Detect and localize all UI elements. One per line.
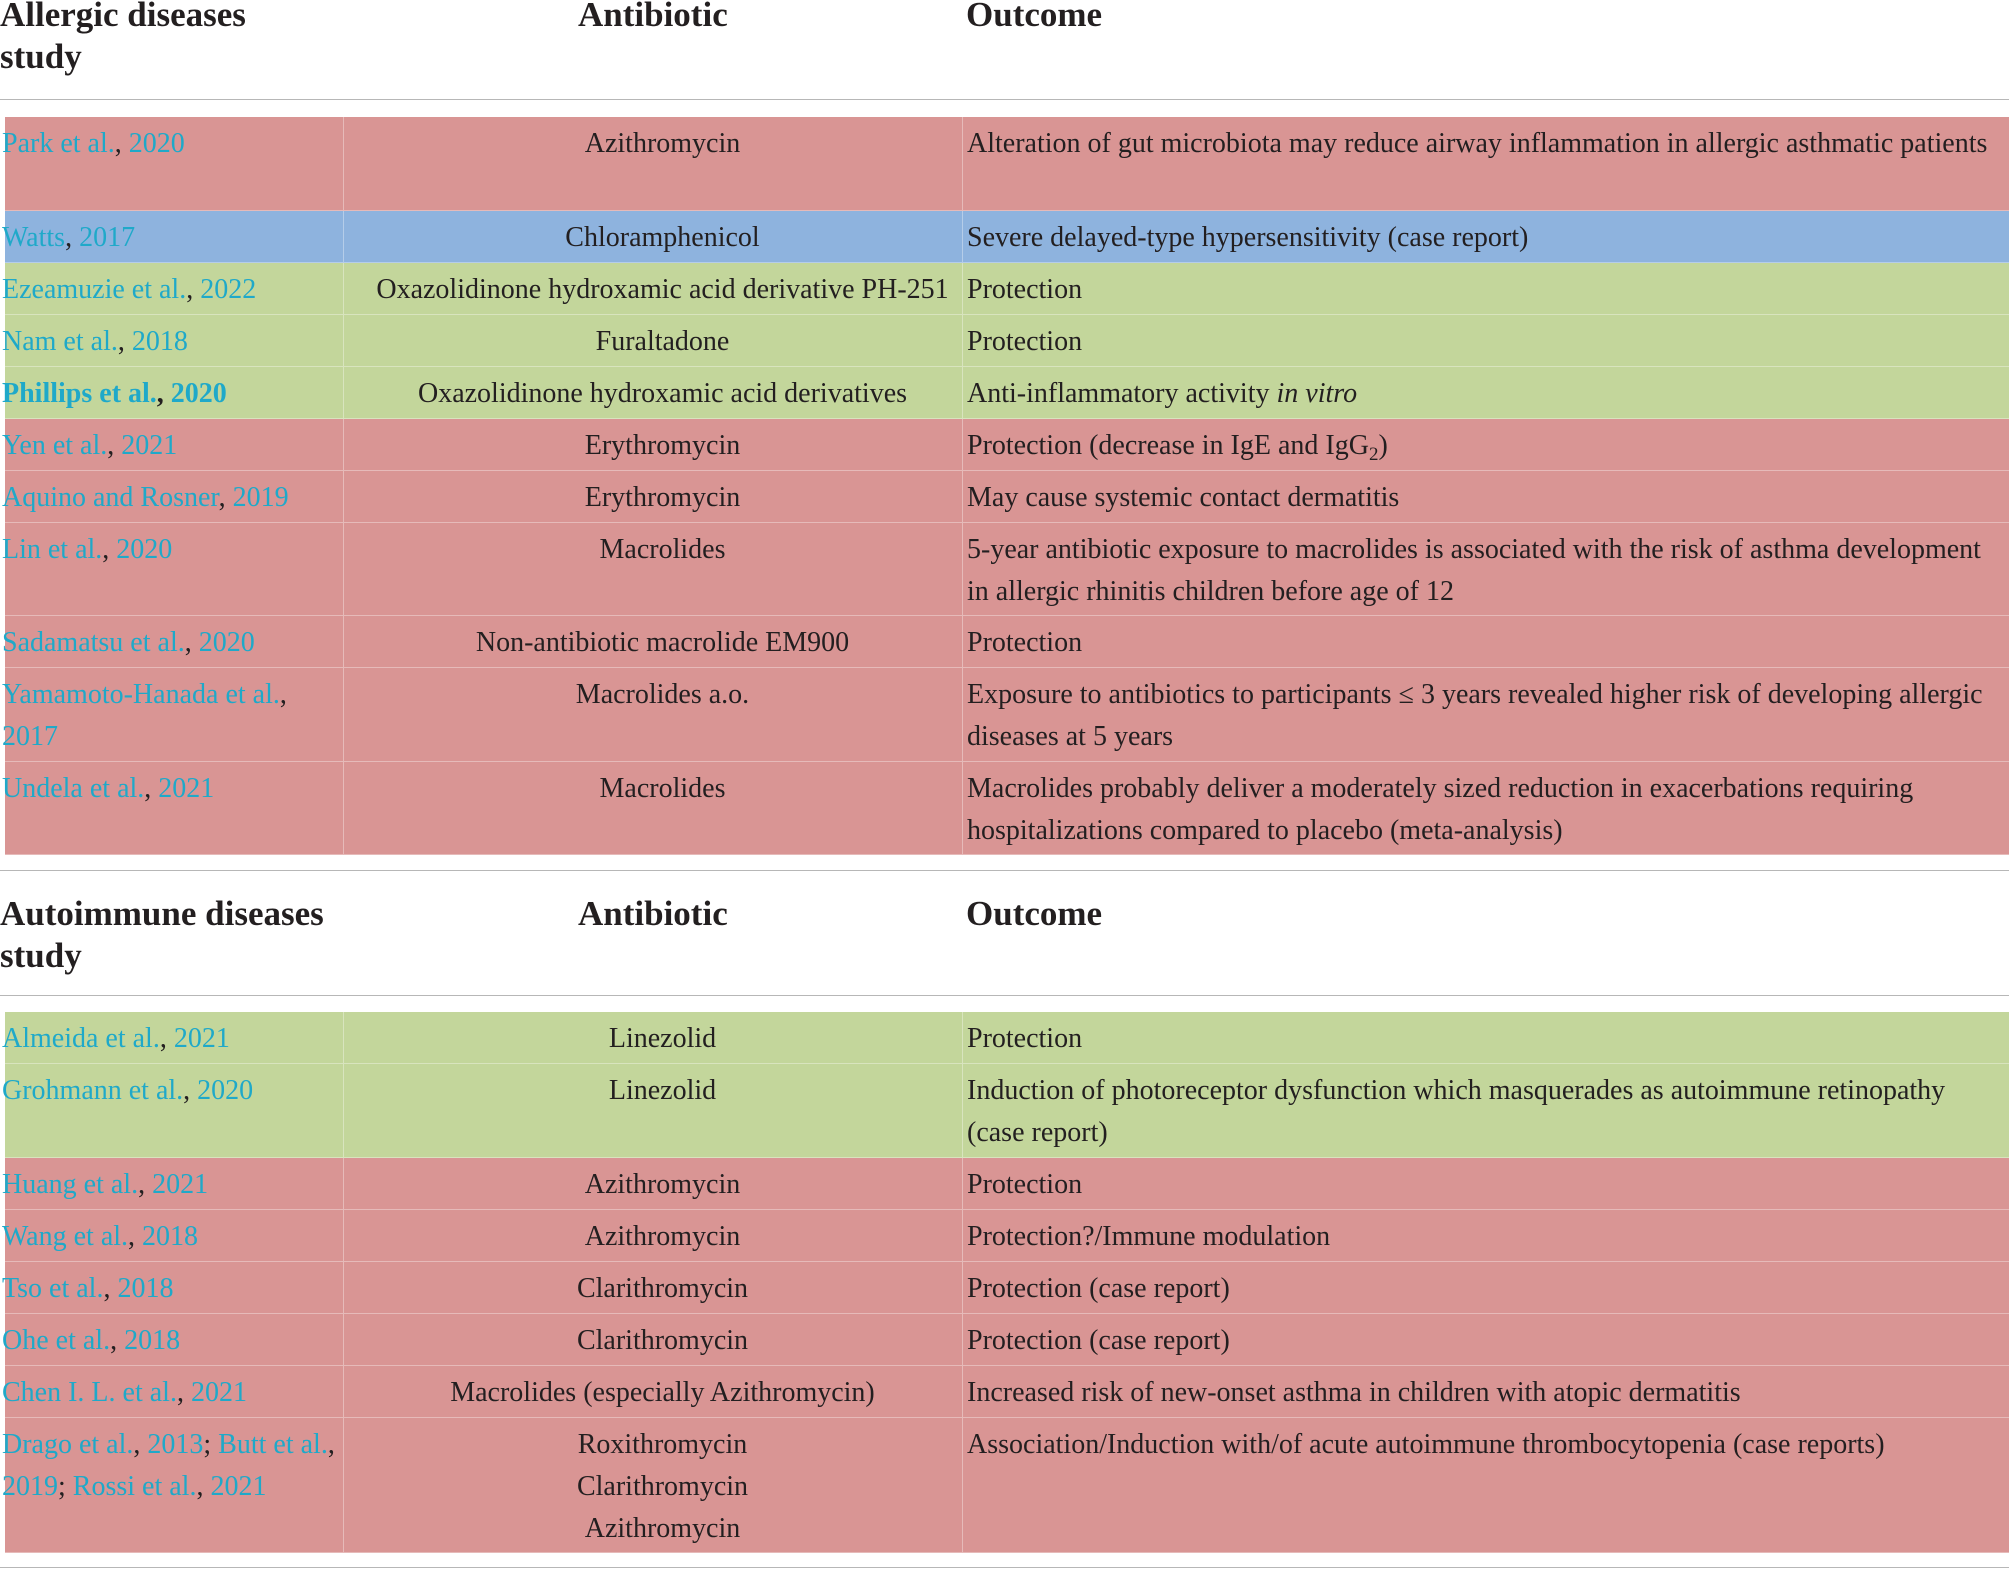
separator: , (128, 1220, 143, 1252)
outcome-text: May cause systemic contact dermatitis (967, 481, 1400, 513)
reference-author-link[interactable]: Watts (2, 221, 66, 253)
antibiotic-cell (345, 1064, 980, 1112)
outcome-cell (967, 668, 2007, 758)
column-divider (343, 616, 344, 667)
antibiotic-name: Macrolides (599, 533, 726, 565)
reference-author-link[interactable]: Aquino and Rosner (2, 481, 219, 513)
table-row (2, 762, 2009, 856)
table-row (2, 419, 2009, 471)
outcome-text: Protection (decrease in IgE and IgG (967, 429, 1369, 461)
column-divider (343, 117, 344, 210)
outcome-text: Protection (967, 627, 1083, 658)
allergic-bottom-rule (0, 870, 2009, 871)
antibiotic-cell (345, 1012, 980, 1060)
antibiotic-name: Azithromycin (584, 1512, 741, 1544)
study-cell (2, 762, 342, 810)
study-cell (2, 117, 342, 165)
outcome-cell (967, 211, 2007, 259)
reference-author-link[interactable]: Nam et al. (2, 325, 118, 357)
column-divider (343, 762, 344, 855)
outcome-tail: ) (1378, 429, 1388, 461)
separator: , (110, 1324, 125, 1356)
reference-author-link[interactable]: Ohe et al. (2, 1324, 111, 1356)
antibiotic-name: Linezolid (608, 1075, 717, 1106)
reference-author-link[interactable]: Yamamoto-Hanada et al. (2, 679, 280, 710)
antibiotic-cell (345, 762, 980, 810)
reference-year-link[interactable]: 2021 (210, 1470, 267, 1502)
separator: , (186, 273, 201, 305)
separator: , (102, 533, 117, 565)
antibiotic-cell (345, 1262, 980, 1310)
reference-author-link[interactable]: Tso et al. (2, 1272, 104, 1304)
outcome-cell (967, 117, 2007, 165)
separator: , (159, 1023, 174, 1054)
table-row (2, 1158, 2009, 1210)
outcome-text: Induction of photoreceptor dysfunction which masquerades as autoimmune retinopathy (case report) (967, 1075, 1946, 1148)
study-cell (2, 471, 342, 519)
study-cell (2, 1012, 342, 1060)
study-cell (2, 1314, 342, 1362)
allergic-header (0, 0, 2009, 80)
antibiotic-cell (345, 523, 980, 571)
reference-author-link[interactable]: Rossi et al. (72, 1470, 197, 1502)
outcome-cell (967, 1210, 2007, 1258)
allergic-table-body (2, 117, 2009, 855)
outcome-cell (967, 1418, 2007, 1466)
antibiotic-cell (345, 668, 980, 716)
separator: , (196, 1470, 211, 1502)
reference-author-link[interactable]: Chen I. L. et al. (2, 1376, 177, 1408)
reference-author-link[interactable]: Huang et al. (2, 1168, 139, 1200)
separator: , (156, 377, 171, 409)
reference-author-link[interactable]: Ezeamuzie et al. (2, 273, 187, 305)
reference-year-link[interactable]: 2019 (2, 1470, 58, 1502)
column-divider (343, 1064, 344, 1157)
reference-year-link[interactable]: 2021 (152, 1168, 209, 1200)
reference-year-link[interactable]: 2017 (2, 721, 58, 752)
antibiotic-cell (345, 1210, 980, 1258)
reference-year-link[interactable]: 2018 (124, 1324, 181, 1356)
table-row (2, 1314, 2009, 1366)
table-row (2, 1210, 2009, 1262)
antibiotic-name: Oxazolidinone hydroxamic acid derivatives (417, 377, 908, 409)
reference-year-link[interactable]: 2022 (200, 273, 257, 305)
table-row (2, 471, 2009, 523)
outcome-text: Protection (967, 273, 1083, 305)
outcome-cell (967, 1262, 2007, 1310)
separator: , (183, 1075, 198, 1106)
column-divider (343, 1314, 344, 1365)
allergic-study-heading: Allergic diseases study (0, 0, 246, 76)
study-cell (2, 367, 342, 415)
antibiotic-name: Erythromycin (584, 429, 741, 461)
reference-author-link[interactable]: Yen et al. (2, 429, 108, 461)
reference-year-link[interactable]: 2021 (121, 429, 178, 461)
antibiotic-cell (345, 1314, 980, 1362)
study-cell (2, 1064, 342, 1112)
column-divider (343, 471, 344, 522)
separator: , (103, 1272, 118, 1304)
column-divider (343, 211, 344, 262)
antibiotic-cell (345, 1418, 980, 1550)
column-divider (343, 1210, 344, 1261)
antibiotic-cell (345, 471, 980, 519)
antibiotic-name: Azithromycin (584, 1220, 741, 1252)
outcome-text: Exposure to antibiotics to participants ≤ 3 years revealed higher risk of developing allergic diseases at 5 years (967, 679, 1983, 752)
table-row (2, 315, 2009, 367)
column-divider (343, 315, 344, 366)
column-divider (343, 1418, 344, 1552)
separator: , (114, 128, 129, 159)
outcome-cell (967, 1158, 2007, 1206)
outcome-text: Association/Induction with/of acute autoimmune thrombocytopenia (case reports) (967, 1428, 1885, 1460)
outcome-cell (967, 471, 2007, 519)
table-row (2, 263, 2009, 315)
table-row (2, 1064, 2009, 1158)
reference-year-link[interactable]: 2020 (197, 1075, 254, 1106)
antibiotic-cell (345, 1366, 980, 1414)
antibiotic-cell (345, 1158, 980, 1206)
reference-year-link[interactable]: 2021 (173, 1023, 230, 1054)
outcome-text: Protection (967, 325, 1083, 357)
outcome-text: Alteration of gut microbiota may reduce airway inflammation in allergic asthmatic patients (967, 128, 1988, 159)
outcome-cell (967, 1366, 2007, 1414)
separator: , (327, 1428, 335, 1460)
antibiotic-name: Linezolid (608, 1023, 717, 1054)
allergic-outcome-heading: Outcome (966, 0, 1103, 34)
study-cell (2, 419, 342, 467)
reference-year-link[interactable]: 2018 (142, 1220, 199, 1252)
outcome-cell (967, 1314, 2007, 1362)
autoimmune-header (0, 893, 2009, 973)
study-cell (2, 315, 342, 363)
column-divider (343, 1262, 344, 1313)
study-cell (2, 1158, 342, 1206)
antibiotic-name: Azithromycin (584, 1168, 741, 1200)
autoimmune-header-rule (0, 995, 2009, 996)
antibiotic-name: Non-antibiotic macrolide EM900 (475, 627, 850, 658)
reference-year-link[interactable]: 2020 (198, 627, 255, 658)
study-cell (2, 1210, 342, 1258)
outcome-text: Protection (967, 1023, 1083, 1054)
study-cell (2, 263, 342, 311)
separator: , (65, 221, 80, 253)
autoimmune-study-heading: Autoimmune diseases study (0, 894, 324, 975)
outcome-text: Macrolides probably deliver a moderately sized reduction in exacerbations requiring hospitalizations compared to placebo (meta-analysis) (967, 772, 1914, 846)
reference-year-link[interactable]: 2017 (79, 221, 136, 253)
column-divider (343, 1012, 344, 1063)
outcome-cell (967, 263, 2007, 311)
table-row (2, 367, 2009, 419)
autoimmune-table-body (2, 1012, 2009, 1553)
antibiotic-cell (345, 616, 980, 664)
outcome-text: Anti-inflammatory activity (967, 377, 1277, 409)
study-cell (2, 1262, 342, 1310)
outcome-text: Increased risk of new-onset asthma in children with atopic dermatitis (967, 1376, 1741, 1408)
reference-author-link[interactable]: Phillips et al. (2, 377, 157, 409)
reference-author-link[interactable]: Butt et al. (218, 1428, 328, 1460)
outcome-cell (967, 523, 2007, 613)
table-row (2, 117, 2009, 211)
reference-year-link[interactable]: 2018 (117, 1272, 174, 1304)
autoimmune-outcome-heading: Outcome (966, 894, 1103, 933)
reference-year-link[interactable]: 2020 (128, 128, 185, 159)
separator: , (176, 1376, 191, 1408)
antibiotic-name: Clarithromycin (576, 1272, 749, 1304)
outcome-cell (967, 1064, 2007, 1154)
study-cell (2, 523, 342, 571)
outcome-italic: in vitro (1276, 377, 1358, 409)
antibiotic-name: Roxithromycin (577, 1428, 748, 1460)
outcome-cell (967, 762, 2007, 852)
table-row (2, 1262, 2009, 1314)
separator: , (279, 679, 287, 710)
separator: ; (58, 1470, 73, 1502)
outcome-text: Protection?/Immune modulation (967, 1220, 1331, 1252)
table-row (2, 1366, 2009, 1418)
table-row (2, 523, 2009, 617)
separator: , (218, 481, 233, 513)
separator: , (138, 1168, 153, 1200)
antibiotic-name: Erythromycin (584, 481, 741, 513)
outcome-text: Severe delayed-type hypersensitivity (case report) (967, 221, 1529, 253)
antibiotic-name: Chloramphenicol (565, 221, 760, 253)
column-divider (343, 523, 344, 616)
table-row (2, 1418, 2009, 1553)
outcome-cell (967, 419, 2007, 476)
antibiotic-name: Macrolides (599, 772, 726, 804)
reference-author-link[interactable]: Drago et al. (2, 1428, 134, 1460)
reference-year-link[interactable]: 2018 (131, 325, 188, 357)
outcome-cell (967, 367, 2007, 415)
antibiotic-name: Azithromycin (584, 128, 741, 159)
reference-author-link[interactable]: Sadamatsu et al. (2, 627, 185, 658)
allergic-header-rule (0, 99, 2009, 100)
reference-author-link[interactable]: Almeida et al. (2, 1023, 160, 1054)
study-cell (2, 1366, 342, 1414)
outcome-cell (967, 616, 2007, 664)
reference-author-link[interactable]: Grohmann et al. (2, 1075, 184, 1106)
reference-author-link[interactable]: Park et al. (2, 128, 115, 159)
antibiotic-cell (345, 117, 980, 165)
outcome-cell (967, 1012, 2007, 1060)
reference-year-link[interactable]: 2020 (116, 533, 173, 565)
antibiotic-cell (345, 419, 980, 467)
outcome-subscript: 2 (1368, 443, 1379, 465)
reference-year-link[interactable]: 2021 (158, 772, 215, 804)
separator: ; (203, 1428, 219, 1460)
table-row (2, 211, 2009, 263)
reference-author-link[interactable]: Lin et al. (2, 533, 103, 565)
table-row (2, 616, 2009, 668)
reference-author-link[interactable]: Wang et al. (2, 1220, 129, 1252)
separator: , (184, 627, 199, 658)
antibiotic-cell (345, 367, 980, 415)
antibiotic-name: Oxazolidinone hydroxamic acid derivative PH-251 (376, 273, 949, 305)
antibiotic-cell (345, 211, 980, 259)
column-divider (343, 1158, 344, 1209)
reference-year-link[interactable]: 2020 (170, 377, 227, 409)
outcome-cell (967, 315, 2007, 363)
study-cell (2, 668, 342, 758)
column-divider (343, 1366, 344, 1417)
autoimmune-bottom-rule (0, 1567, 2009, 1568)
antibiotic-cell (345, 315, 980, 363)
study-cell (2, 1418, 342, 1508)
antibiotic-name: Clarithromycin (576, 1470, 749, 1502)
separator: , (133, 1428, 148, 1460)
separator: , (117, 325, 132, 357)
reference-author-link[interactable]: Undela et al. (2, 772, 145, 804)
antibiotic-name: Macrolides (especially Azithromycin) (450, 1376, 875, 1408)
reference-year-link[interactable]: 2013 (147, 1428, 204, 1460)
table-row (2, 668, 2009, 762)
antibiotic-name: Macrolides a.o. (575, 679, 750, 710)
outcome-text: Protection (case report) (967, 1324, 1230, 1356)
separator: , (144, 772, 159, 804)
study-cell (2, 616, 342, 664)
reference-year-link[interactable]: 2019 (232, 481, 289, 513)
outcome-text: Protection (967, 1168, 1083, 1200)
antibiotic-name: Clarithromycin (576, 1324, 749, 1356)
separator: , (107, 429, 122, 461)
autoimmune-antibiotic-heading: Antibiotic (578, 894, 728, 933)
table-row (2, 1012, 2009, 1064)
column-divider (343, 668, 344, 761)
column-divider (343, 367, 344, 418)
antibiotic-name: Furaltadone (595, 325, 730, 357)
antibiotic-cell (345, 263, 980, 311)
column-divider (343, 419, 344, 470)
outcome-text: Protection (case report) (967, 1272, 1230, 1304)
outcome-text: 5-year antibiotic exposure to macrolides is associated with the risk of asthma development in allergic rhinitis children before age of 12 (967, 533, 1981, 607)
column-divider (343, 263, 344, 314)
reference-year-link[interactable]: 2021 (190, 1376, 247, 1408)
study-cell (2, 211, 342, 259)
allergic-antibiotic-heading: Antibiotic (578, 0, 728, 34)
